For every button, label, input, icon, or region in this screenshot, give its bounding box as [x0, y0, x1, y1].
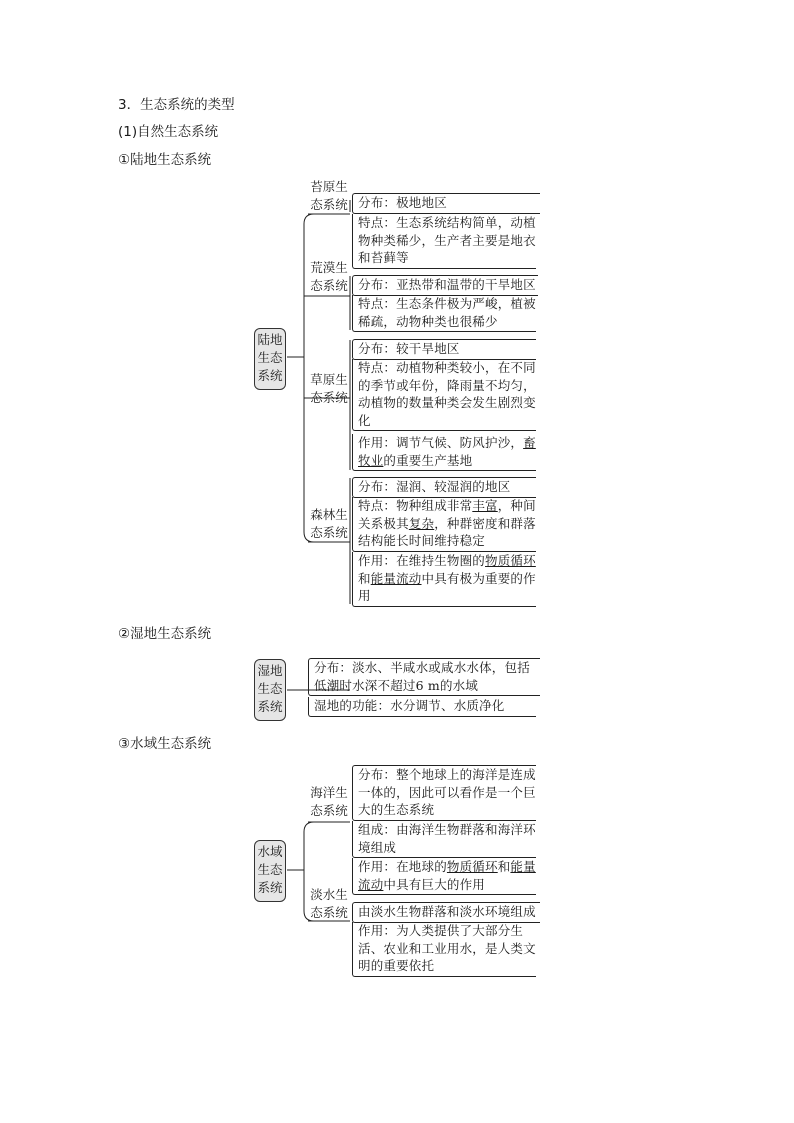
tundra-feature: 特点：生态系统结构简单，动植物种类稀少，生产者主要是地衣和苔藓等	[352, 214, 536, 269]
forest-role-text-3: 中具有极为重要的作用	[358, 570, 536, 603]
forest-distribution: 分布：湿润、较湿润的地区	[352, 477, 536, 498]
freshwater-composition: 由淡水生物群落和淡水环境组成	[352, 902, 540, 923]
forest-feature	[352, 497, 536, 552]
forest-role-underlined-1: 物质循环	[485, 553, 536, 568]
grassland-node	[307, 371, 351, 407]
forest-feature-underlined-2: 复杂	[408, 515, 435, 531]
ocean-distribution: 分布：整个地球上的海洋是连成一体的，因此可以看作是一个巨大的生态系统	[352, 765, 536, 821]
tundra-distribution: 分布：极地地区	[352, 193, 540, 214]
ocean-role-text-1: 作用：在地球的	[358, 859, 447, 874]
forest-name-2: 态系统	[310, 525, 348, 540]
forest-role-text-1: 作用：在维持生物圈的	[358, 553, 486, 568]
tundra-node	[307, 178, 351, 214]
desert-feature: 特点：生态条件极为严峻，植被稀疏，动物种类也很稀少	[352, 295, 536, 332]
freshwater-name-2: 态系统	[310, 905, 348, 920]
ocean-composition: 组成：由海洋生物群落和海洋环境组成	[352, 821, 536, 858]
grassland-distribution: 分布：较干旱地区	[352, 339, 536, 360]
desert-node	[307, 259, 351, 295]
land-root-line-3: 系统	[257, 368, 283, 383]
wetland-root-line-1: 湿地	[257, 663, 283, 678]
land-heading: ①陆地生态系统	[118, 152, 212, 168]
ocean-role	[352, 858, 536, 895]
forest-name-1: 森林生	[310, 507, 348, 522]
wetland-heading: ②湿地生态系统	[118, 626, 212, 642]
wetland-function: 湿地的功能：水分调节、水质净化	[308, 697, 536, 717]
forest-role-underlined-2: 能量流动	[370, 570, 422, 586]
wetland-root-line-2: 生态	[257, 681, 283, 696]
water-root-line-1: 水域	[257, 844, 283, 859]
grassland-role-end: 的重要生产基地	[383, 452, 473, 468]
grassland-role-text: 作用：调节气候、防风护沙，	[358, 435, 524, 450]
forest-feature-underlined-1: 丰富	[472, 498, 498, 513]
land-root-node	[254, 328, 286, 390]
ocean-name-2: 态系统	[310, 803, 348, 818]
forest-feature-text-2: ，种间关系极其	[358, 498, 536, 531]
wetland-distribution: 分布：淡水、半咸水或咸水水体，包括低潮时水深不超过6 m的水域	[308, 658, 540, 696]
grassland-name-1: 草原生	[310, 372, 348, 387]
freshwater-role: 作用：为人类提供了大部分生活、农业和工业用水，是人类文明的重要依托	[352, 922, 536, 977]
forest-role-text-2: 和	[358, 570, 371, 586]
tundra-name-2: 态系统	[310, 197, 348, 212]
ocean-role-underlined-1: 物质循环	[446, 859, 498, 874]
freshwater-node	[307, 886, 351, 922]
tundra-name-1: 苔原生	[310, 179, 348, 194]
section-heading: 3．生态系统的类型	[118, 97, 235, 113]
ocean-node	[307, 784, 351, 820]
water-root-line-3: 系统	[257, 880, 283, 895]
ocean-role-text-2: 和	[497, 859, 511, 874]
desert-distribution: 分布：亚热带和温带的干旱地区	[352, 275, 538, 296]
forest-feature-text-1: 特点：物种组成非常	[358, 498, 473, 513]
desert-name-2: 态系统	[310, 278, 348, 293]
natural-heading: (1)自然生态系统	[118, 124, 219, 140]
land-root-line-2: 生态	[257, 350, 283, 365]
ocean-role-underlined-2: 能量流动	[358, 859, 536, 892]
wetland-root-node	[254, 659, 286, 721]
desert-name-1: 荒漠生	[310, 260, 348, 275]
land-root-line-1: 陆地	[257, 332, 283, 347]
forest-role	[352, 552, 536, 607]
grassland-feature: 特点：动植物种类较小，在不同的季节或年份，降雨量不均匀，动植物的数量种类会发生剧烈变化	[352, 359, 536, 431]
forest-node	[307, 506, 351, 542]
water-root-node	[254, 840, 286, 902]
wetland-root-line-3: 系统	[257, 699, 283, 714]
water-heading: ③水域生态系统	[118, 736, 212, 752]
water-root-line-2: 生态	[257, 862, 283, 877]
grassland-role-underlined: 畜牧业	[358, 435, 536, 468]
grassland-role	[352, 434, 536, 471]
grassland-name-2: 态系统	[310, 390, 348, 405]
forest-feature-text-3: ，种群密度和群落结构能长时间维持稳定	[358, 515, 536, 548]
ocean-name-1: 海洋生	[310, 785, 348, 800]
freshwater-name-1: 淡水生	[310, 887, 348, 902]
ocean-role-text-3: 中具有巨大的作用	[383, 876, 486, 892]
